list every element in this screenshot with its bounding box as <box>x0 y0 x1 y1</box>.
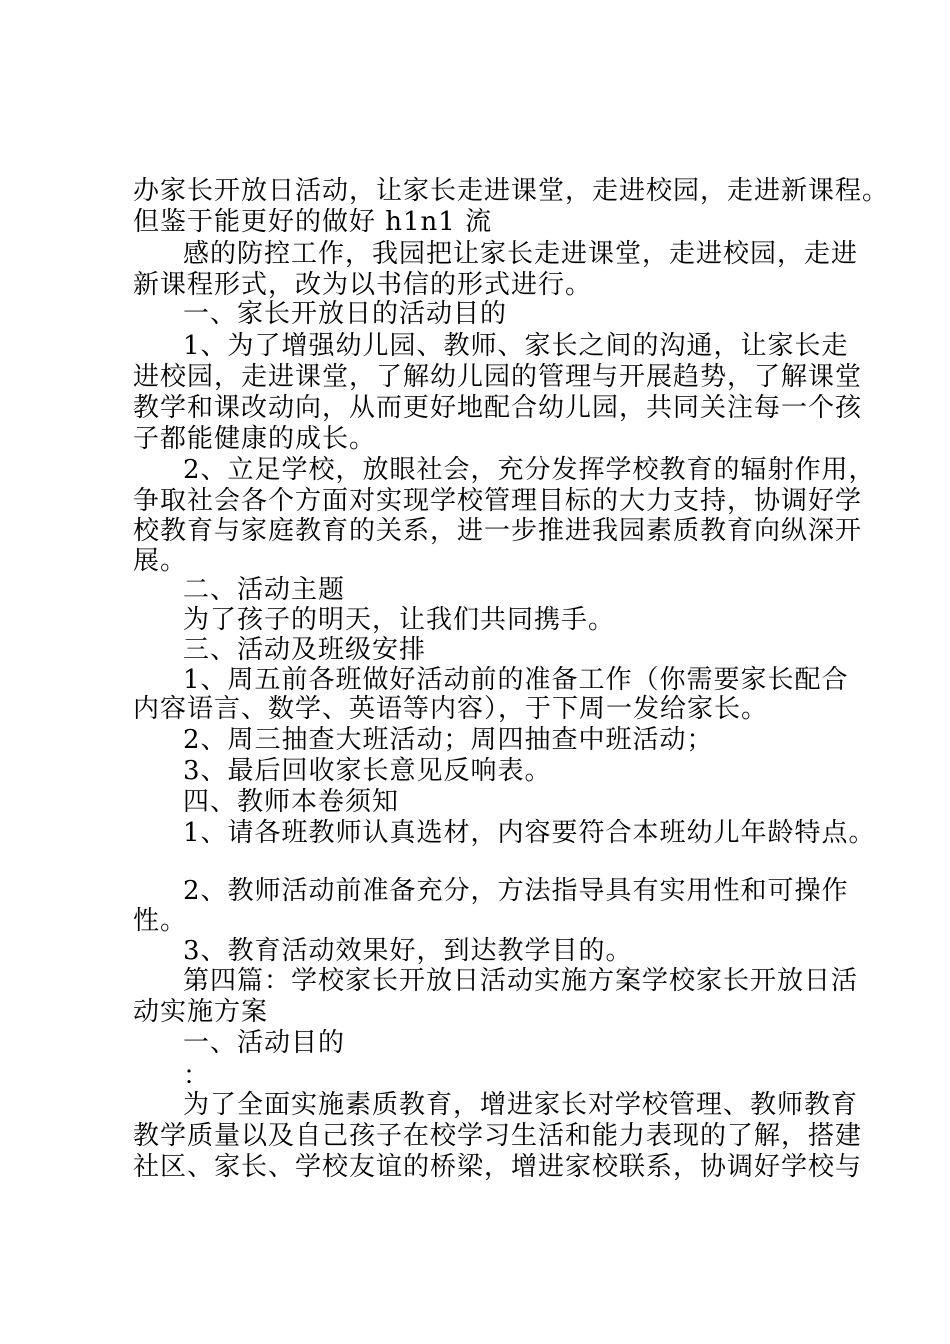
text-line: 2、周三抽查大班活动；周四抽查中班活动； <box>183 725 714 755</box>
text-line: 3、教育活动效果好，到达教学目的。 <box>183 936 633 966</box>
text-line: 性。 <box>133 906 188 936</box>
text-line: 但鉴于能更好的做好 h1n1 流 <box>133 207 493 237</box>
text-line: 教学质量以及自己孩子在校学习生活和能力表现的了解，搭建 <box>133 1121 863 1151</box>
text-line: 社区、家长、学校友谊的桥梁，增进家校联系，协调好学校与 <box>133 1152 863 1182</box>
text-line: 感的防控工作，我园把让家长走进课堂，走进校园，走进 <box>183 239 859 269</box>
section-heading: 四、教师本卷须知 <box>183 787 400 817</box>
text-line: 2、立足学校，放眼社会，充分发挥学校教育的辐射作用， <box>183 455 876 485</box>
text-line: 教学和课改动向，从而更好地配合幼儿园，共同关注每一个孩 <box>133 393 863 423</box>
text-line: 办家长开放日活动，让家长走进课堂，走进校园，走进新课程。 <box>133 176 890 206</box>
section-heading: 二、活动主题 <box>183 575 346 605</box>
text-line: 1、为了增强幼儿园、教师、家长之间的沟通，让家长走 <box>183 331 849 361</box>
section-heading: 一、活动目的 <box>183 1028 346 1058</box>
section-heading: 一、家长开放日的活动目的 <box>183 299 508 329</box>
text-line: 3、最后回收家长意见反响表。 <box>183 756 552 786</box>
text-line: 争取社会各个方面对实现学校管理目标的大力支持，协调好学 <box>133 486 863 516</box>
text-line: 新课程形式，改为以书信的形式进行。 <box>133 270 593 300</box>
text-line: 子都能健康的成长。 <box>133 424 377 454</box>
text-line: 1、周五前各班做好活动前的准备工作（你需要家长配合 <box>183 665 849 695</box>
text-line: 内容语言、数学、英语等内容），于下周一发给家长。 <box>133 694 769 724</box>
text-line: 校教育与家庭教育的关系，进一步推进我园素质教育向纵深开 <box>133 516 863 546</box>
section-heading: 三、活动及班级安排 <box>183 635 427 665</box>
section-heading: 第四篇：学校家长开放日活动实施方案学校家长开放日活 <box>183 966 859 996</box>
text-line: 2、教师活动前准备充分，方法指导具有实用性和可操作 <box>183 876 849 906</box>
text-line: 展。 <box>133 546 188 576</box>
text-line: ： <box>183 1061 211 1091</box>
text-line: 动实施方案 <box>133 997 269 1027</box>
text-line: 1、请各班教师认真选材，内容要符合本班幼儿年龄特点。 <box>183 818 876 848</box>
text-line: 为了孩子的明天，让我们共同携手。 <box>183 605 616 635</box>
text-line: 进校园，走进课堂，了解幼儿园的管理与开展趋势，了解课堂 <box>133 362 863 392</box>
text-line: 为了全面实施素质教育，增进家长对学校管理、教师教育 <box>183 1090 859 1120</box>
